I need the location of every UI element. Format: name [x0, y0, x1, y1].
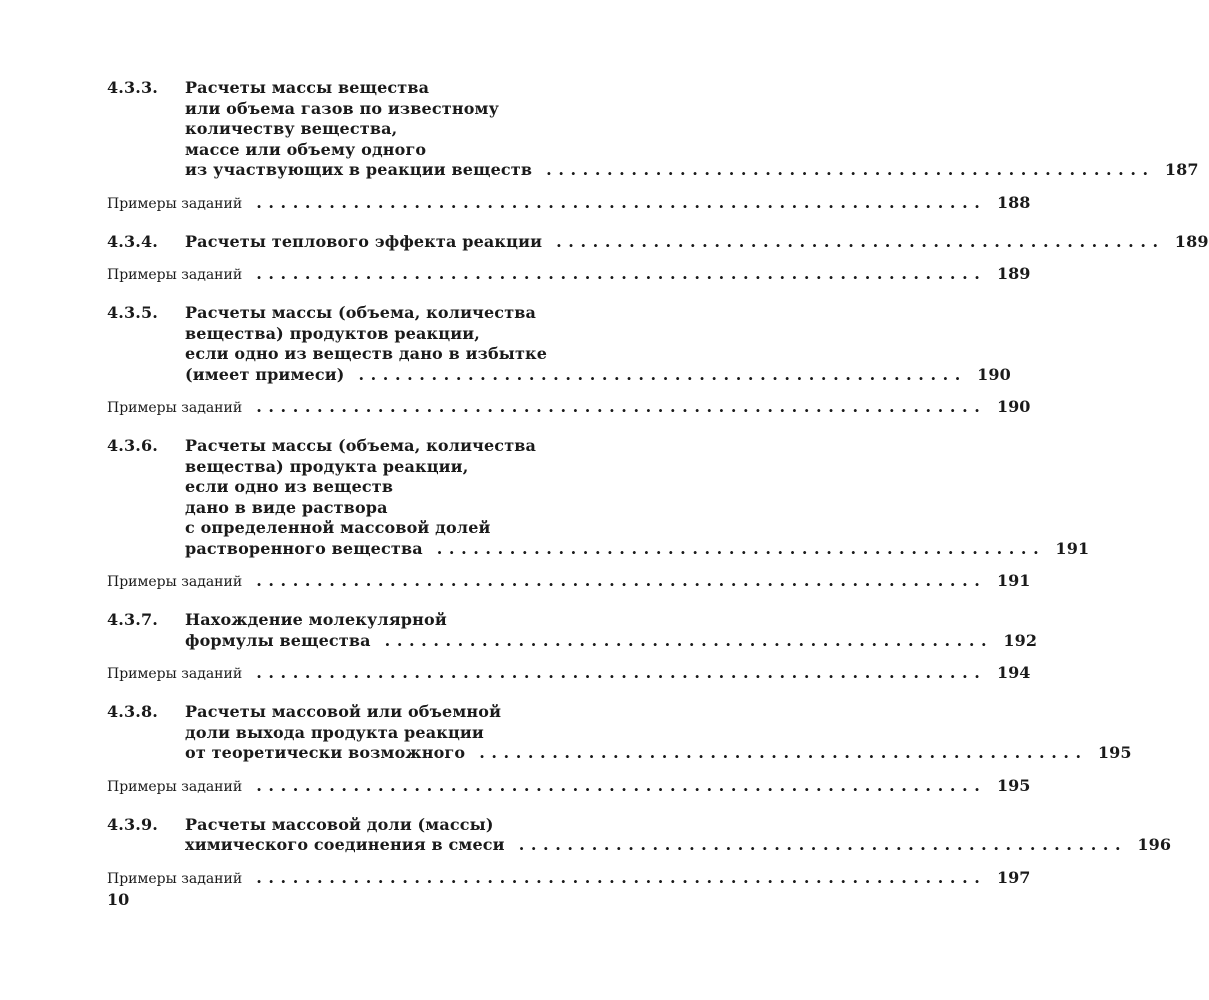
section-title [185, 610, 1037, 651]
dot-leader: ............................................................ [256, 775, 987, 795]
examples-row [107, 775, 1031, 797]
toc-entry-4-3-3 [107, 78, 1199, 214]
page-number: 197 [997, 867, 1031, 887]
title-line: или объема газов по известному [185, 98, 499, 118]
toc-section [107, 610, 1038, 651]
section-title [185, 78, 1199, 181]
title-line: Расчеты массы (объема, количества [185, 436, 537, 455]
page-number: 192 [1003, 630, 1038, 650]
title-line: количеству вещества, [185, 119, 398, 138]
toc-section [107, 436, 1090, 559]
section-number: 4.3.4. [107, 231, 159, 251]
dot-leader: ............................................................ [256, 397, 987, 416]
examples-row [107, 264, 1031, 285]
title-line: из участвующих в реакции веществ [185, 160, 533, 179]
toc-section [107, 702, 1132, 764]
title-line: вещества) продуктов реакции, [185, 323, 480, 343]
title-line: от теоретически возможного [185, 743, 466, 762]
page-number: 195 [997, 775, 1031, 795]
dot-leader: ............................................................ [256, 663, 987, 682]
examples-label: Примеры заданий [107, 574, 243, 590]
title-last-line [185, 160, 1199, 181]
section-number: 4.3.8. [107, 702, 159, 721]
section-number: 4.3.3. [107, 78, 159, 97]
section-number: 4.3.7. [107, 610, 159, 629]
page-number: 190 [977, 364, 1011, 384]
dot-leader: .................................................. [556, 231, 1165, 251]
dot-leader: .................................................. [436, 538, 1046, 558]
toc-section [107, 78, 1199, 181]
section-title [185, 815, 1171, 856]
dot-leader: .................................................. [546, 160, 1155, 179]
examples-row [107, 397, 1031, 418]
toc-entry-4-3-6 [107, 436, 1090, 592]
dot-leader: .................................................. [384, 630, 994, 650]
title-last-line [185, 835, 1171, 856]
title-line: если одно из веществ дано в избытке [185, 344, 548, 363]
examples-label: Примеры заданий [107, 870, 243, 887]
examples-row [107, 192, 1031, 214]
dot-leader: ............................................................ [256, 867, 987, 887]
dot-leader: .................................................. [518, 835, 1128, 854]
title-line: вещества) продукта реакции, [185, 456, 469, 476]
title-line: Расчеты теплового эффекта реакции [185, 231, 543, 251]
toc-entry-4-3-8 [107, 702, 1132, 797]
dot-leader: ............................................................ [256, 192, 987, 212]
title-line: массе или объему одного [185, 139, 427, 159]
toc-entry-4-3-9 [107, 814, 1172, 889]
examples-label: Примеры заданий [107, 195, 243, 212]
toc-entry-4-3-5 [107, 303, 1031, 418]
title-line: Расчеты массы вещества [185, 78, 430, 97]
page-number: 191 [1055, 538, 1090, 558]
title-last-line [185, 232, 1209, 253]
examples-row [107, 571, 1031, 592]
examples-label: Примеры заданий [107, 267, 243, 283]
title-line: Расчеты массовой или объемной [185, 702, 502, 721]
title-line: с определенной массовой долей [185, 518, 491, 537]
dot-leader: ............................................................ [256, 571, 987, 590]
dot-leader: .................................................. [358, 364, 967, 384]
title-line: химического соединения в смеси [185, 835, 505, 854]
title-line: доли выхода продукта реакции [185, 722, 484, 742]
section-number: 4.3.5. [107, 303, 159, 322]
toc-section [107, 231, 1209, 253]
toc-section [107, 303, 1011, 385]
toc-entry-4-3-7 [107, 610, 1038, 684]
page-number: 187 [1164, 160, 1199, 179]
examples-row [107, 663, 1031, 684]
toc-entry-4-3-4 [107, 231, 1209, 286]
toc-section [107, 814, 1172, 856]
page-number: 191 [997, 571, 1031, 590]
title-line: если одно из веществ [185, 477, 394, 496]
section-number: 4.3.6. [107, 436, 159, 455]
title-line: Расчеты массы (объема, количества [185, 303, 537, 322]
page-number: 189 [997, 264, 1031, 283]
page-number: 189 [1174, 231, 1209, 251]
page-number: 195 [1097, 743, 1132, 762]
title-line: формулы вещества [185, 630, 371, 650]
examples-label: Примеры заданий [107, 778, 243, 795]
dot-leader: ............................................................ [256, 264, 987, 283]
examples-row [107, 867, 1031, 889]
examples-label: Примеры заданий [107, 666, 243, 682]
title-line: (имеет примеси) [185, 364, 345, 384]
title-line: Нахождение молекулярной [185, 610, 447, 629]
title-line: дано в виде раствора [185, 497, 388, 517]
examples-label: Примеры заданий [107, 400, 243, 416]
section-title [185, 702, 1132, 764]
dot-leader: .................................................. [479, 743, 1088, 762]
page-number: 194 [997, 663, 1031, 682]
page-number: 196 [1137, 835, 1172, 854]
title-line: растворенного вещества [185, 538, 423, 558]
section-title [185, 232, 1209, 253]
table-of-contents [107, 78, 1209, 889]
section-title [185, 436, 1089, 559]
title-last-line [185, 743, 1132, 764]
section-number: 4.3.9. [107, 814, 159, 834]
title-line: Расчеты массовой доли (массы) [185, 814, 494, 834]
title-last-line [185, 631, 1037, 652]
title-last-line [185, 539, 1089, 560]
title-last-line [185, 365, 1011, 386]
section-title [185, 303, 1011, 385]
page-number: 190 [997, 397, 1031, 416]
page-footer-number: 10 [107, 890, 130, 909]
page-number: 188 [997, 192, 1031, 212]
